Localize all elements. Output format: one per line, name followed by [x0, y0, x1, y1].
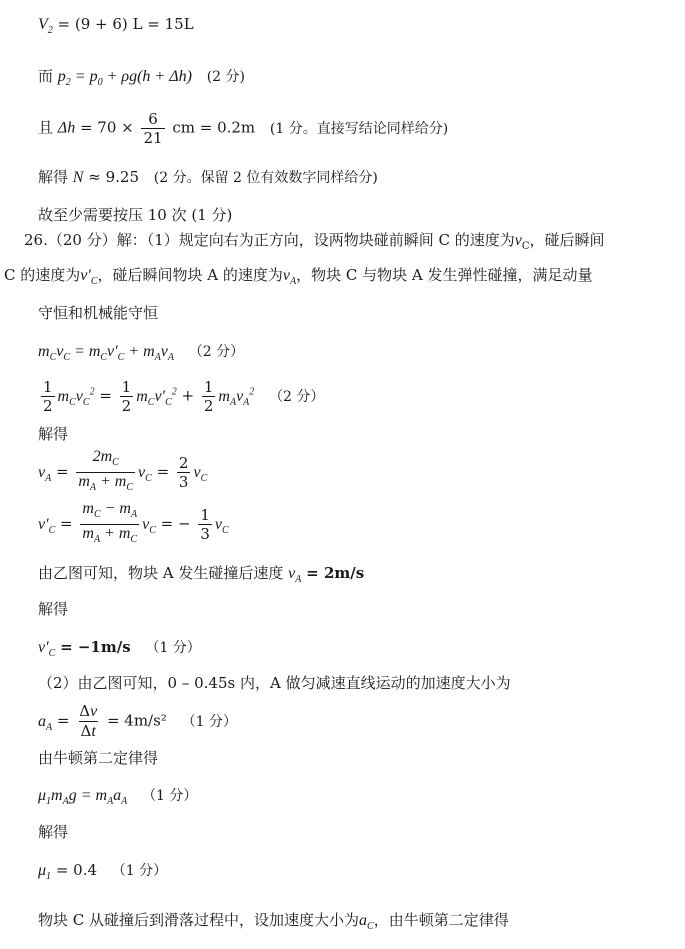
equation-delta-h: 且 Δh = 70 × $\frac{6}{21}$ cm = 0.2m (1 分。直接写结论同样给分)	[38, 110, 449, 147]
vc-prime-value: = −1m/s	[60, 638, 131, 656]
equation-mu1: $\mu_1 = 0.4$ （1 分）	[38, 861, 168, 883]
eq-v2-result: L = 15L	[132, 15, 194, 33]
text-solve-1: 解得	[38, 425, 69, 443]
q26-cont-head: C 的速度为	[4, 266, 81, 284]
block-c-head: 物块 C 从碰撞后到滑落过程中，设加速度大小为	[38, 911, 360, 929]
equation-aa: $a_A$ = $\frac{\Delta v}{\Delta t}$ = 4m/s² （1 分）	[38, 702, 237, 740]
aa-note: （1 分）	[181, 713, 237, 730]
eq-energy-note: （2 分）	[269, 388, 325, 405]
eq-dh-note: (1 分。直接写结论同样给分)	[269, 120, 449, 137]
eq-p2-note: (2 分)	[206, 69, 245, 85]
va-value: = 2m/s	[306, 564, 365, 582]
equation-vc-prime-value: $v'_C = -1m/s$ （1 分）	[38, 638, 201, 660]
text-q26-intro: 26.（20 分）解：（1）规定向右为正方向，设两物块碰前瞬间 C 的速度为$v_C$，碰后瞬间	[24, 231, 605, 252]
text-press-count: 故至少需要按压 10 次 (1 分)	[38, 206, 233, 224]
eq-n-prefix: 解得	[38, 168, 69, 186]
equation-energy: $\frac{1}{2}$ $m_Cv_C^2$ = $\frac{1}{2}$ $m_Cv'_C^2$ + $\frac{1}{2}$ $m_Av_A^2$ （2 分）	[43, 378, 325, 415]
mu1-value: = 0.4	[55, 861, 98, 879]
equation-v2: $V_2 = (9 + 6) L = 15L$	[38, 15, 194, 37]
vc-prime-note: （1 分）	[145, 640, 201, 656]
text-va-from-graph: 由乙图可知，物块 A 发生碰撞后速度 $v_A = 2m/s$	[38, 564, 365, 586]
fraction-6-21: $\frac{6}{21}$	[143, 110, 163, 147]
text-conservation: 守恒和机械能守恒	[38, 304, 159, 322]
q26-cont-tail: ，物块 C 与物块 A 发生弹性碰撞，满足动量	[296, 266, 593, 284]
equation-vc-prime: $v'_C$ = $\frac{m_C - m_A}{m_A + m_C}$ $v_C$ = − $\frac{1}{3}$ $v_C$	[38, 500, 229, 549]
eq-p2-prefix: 而	[38, 67, 54, 85]
eq-dh-prefix: 且	[38, 118, 54, 137]
equation-momentum: $m_Cv_C = m_Cv'_C + m_Av_A$ （2 分）	[38, 343, 245, 364]
friction-note: （1 分）	[142, 788, 198, 804]
q26-intro-tail: ，碰后瞬间	[529, 231, 605, 249]
text-part2: （2）由乙图可知，0 – 0.45s 内，A 做匀减速直线运动的加速度大小为	[38, 674, 511, 692]
mu1-note: （1 分）	[111, 863, 168, 879]
va-graph-text: 由乙图可知，物块 A 发生碰撞后速度	[38, 564, 284, 582]
q26-cont-mid: ，碰后瞬间物块 A 的速度为	[97, 266, 283, 284]
q26-intro-text: 26.（20 分）解：（1）规定向右为正方向，设两物块碰前瞬间 C 的速度为	[24, 231, 515, 249]
equation-p2: 而 $p_2 = p_0 + \rho g(h + \Delta h)$ (2 分)	[38, 67, 245, 89]
aa-value: = 4m/s²	[106, 711, 167, 730]
eq-n-note: (2 分。保留 2 位有效数字同样给分)	[153, 170, 378, 186]
equation-n: 解得 N ≈ 9.25 (2 分。保留 2 位有效数字同样给分)	[38, 168, 378, 186]
text-solve-2: 解得	[38, 600, 69, 618]
text-q26-continued: C 的速度为$v'_C$，碰后瞬间物块 A 的速度为$v_A$，物块 C 与物块 A 发生弹性碰撞，满足动量	[4, 266, 593, 288]
equation-friction: $\mu_1m_Ag = m_Aa_A$ （1 分）	[38, 787, 198, 808]
eq-n-value: ≈ 9.25	[88, 168, 139, 186]
eq-momentum-note: （2 分）	[188, 344, 245, 360]
text-newton-1: 由牛顿第二定律得	[38, 749, 159, 767]
block-c-tail: ，由牛顿第二定律得	[373, 911, 509, 929]
text-block-c: 物块 C 从碰撞后到滑落过程中，设加速度大小为$a_C$，由牛顿第二定律得	[38, 911, 509, 933]
equation-va: $v_A$ = $\frac{2m_C}{m_A + m_C}$ $v_C$ = $\frac{2}{3}$ $v_C$	[38, 448, 207, 497]
text-solve-3: 解得	[38, 823, 69, 841]
